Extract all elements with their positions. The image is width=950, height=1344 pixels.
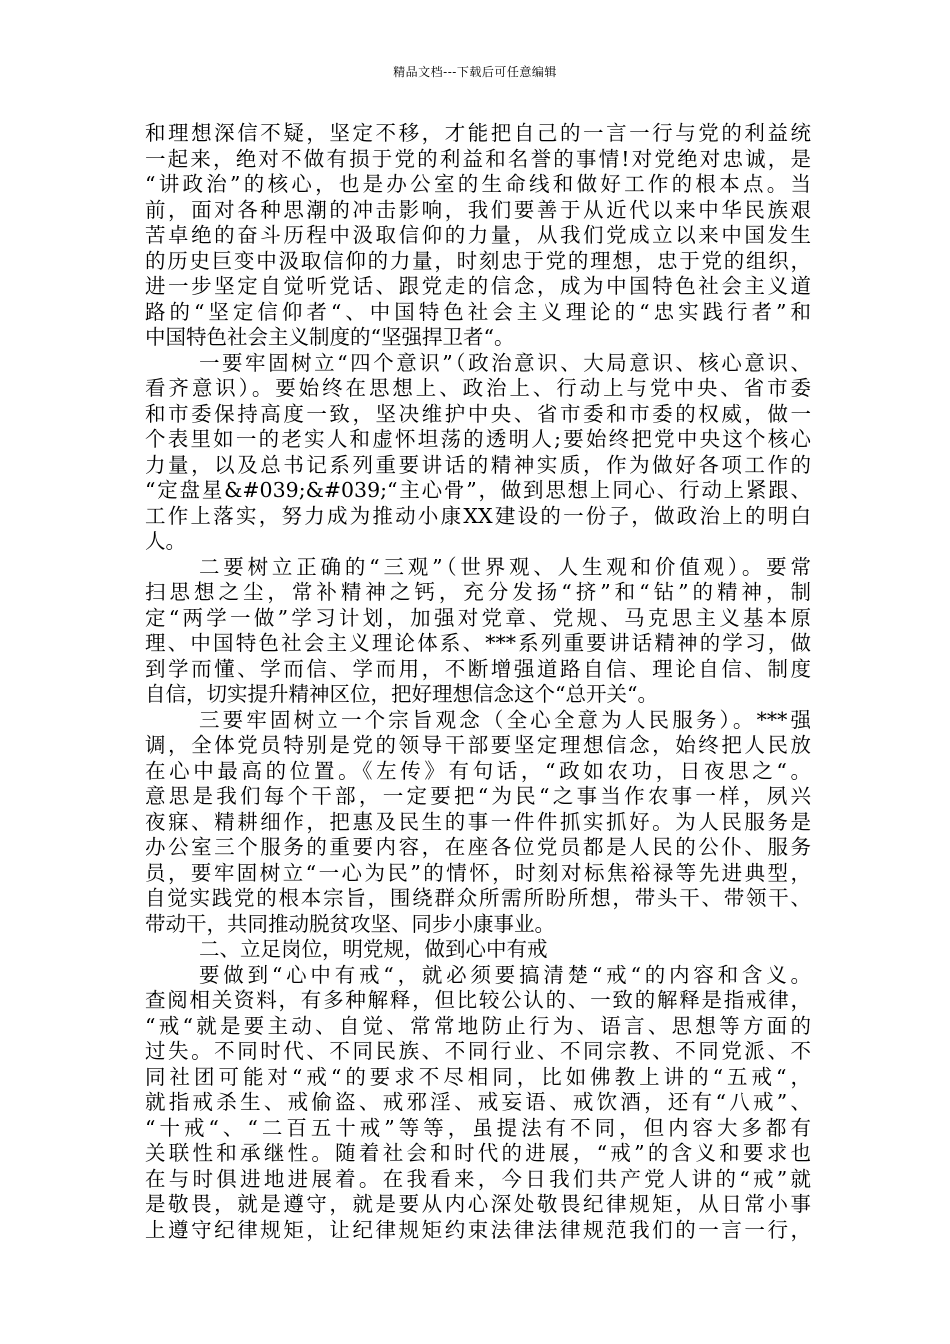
document-body: [145, 121, 811, 1243]
text-line: 人。: [145, 529, 186, 553]
text-line: 个表里如一的老实人和虚怀坦荡的透明人;要始终把党中央这个核心: [145, 427, 811, 451]
text-line: 意思是我们每个干部，一定要把“为民“之事当作农事一样，夙兴: [145, 784, 811, 808]
text-line: 力量，以及总书记系列重要讲话的精神实质，作为做好各项工作的: [145, 452, 811, 477]
text-line: 查阅相关资料，有多种解释，但比较公认的、一致的解释是指戒律，: [145, 988, 811, 1012]
text-line: 自觉实践党的根本宗旨，围绕群众所需所盼所想，带头干、带领干、: [145, 886, 811, 910]
text-line: 工作上落实，努力成为推动小康XX建设的一份子，做政治上的明白: [145, 503, 811, 528]
text-line: 在心中最高的位置。《左传》有句话，“政如农功，日夜思之“。: [145, 758, 811, 783]
text-line: 二、立足岗位，明党规，做到心中有戒: [199, 937, 548, 961]
text-line: 的历史巨变中汲取信仰的力量，时刻忠于党的理想，忠于党的组织，: [145, 248, 811, 273]
text-line: 路的“坚定信仰者“、中国特色社会主义理论的“忠实践行者”和: [145, 299, 811, 324]
text-line: 定“两学一做”学习计划，加强对党章、党规、马克思主义基本原: [145, 605, 811, 630]
text-line: 同社团可能对“戒“的要求不尽相同，比如佛教上讲的“五戒“，: [145, 1064, 811, 1089]
text-line: 理、中国特色社会主义理论体系、***系列重要讲话精神的学习，做: [145, 631, 811, 655]
text-line: 和市委保持高度一致，坚决维护中央、省市委和市委的权威，做一: [145, 401, 811, 426]
text-line: 上遵守纪律规矩，让纪律规矩约束法律法律规范我们的一言一行，: [145, 1217, 811, 1242]
text-line: 是敬畏，就是遵守，就是要从内心深处敬畏纪律规矩，从日常小事: [145, 1192, 811, 1216]
text-line: “十戒“、“二百五十戒”等等，虽提法有不同，但内容大多都有: [145, 1115, 811, 1140]
text-line: 二要树立正确的“三观”（世界观、人生观和价值观）。要常: [199, 554, 811, 579]
text-line: 关联性和承继性。随着社会和时代的进展，“戒”的含义和要求也: [145, 1141, 811, 1165]
text-line: 员，要牢固树立“一心为民”的情怀，时刻对标焦裕禄等先进典型，: [145, 860, 811, 885]
text-line: 调，全体党员特别是党的领导干部要坚定理想信念，始终把人民放: [145, 733, 811, 757]
text-line: 办公室三个服务的重要内容，在座各位党员都是人民的公仆、服务: [145, 835, 811, 859]
text-line: 在与时俱进地进展着。在我看来，今日我们共产党人讲的“戒”就: [145, 1166, 811, 1191]
text-line: 三要牢固树立一个宗旨观念（全心全意为人民服务）。***强: [199, 707, 811, 732]
text-line: 看齐意识）。要始终在思想上、政治上、行动上与党中央、省市委: [145, 376, 811, 400]
text-line: 要做到“心中有戒“，就必须要搞清楚“戒“的内容和含义。: [199, 962, 811, 987]
text-line: 扫思想之尘，常补精神之钙，充分发扬“挤”和“钻”的精神，制: [145, 580, 811, 604]
text-line: 过失。不同时代、不同民族、不同行业、不同宗教、不同党派、不: [145, 1039, 811, 1063]
text-line: 到学而懂、学而信、学而用，不断增强道路自信、理论自信、制度: [145, 656, 811, 681]
text-line: 前，面对各种思潮的冲击影响，我们要善于从近代以来中华民族艰: [145, 197, 811, 222]
text-line: 中国特色社会主义制度的“坚强捍卫者“。: [145, 325, 515, 349]
text-line: 和理想深信不疑，坚定不移，才能把自己的一言一行与党的利益统: [145, 121, 811, 145]
text-line: 就指戒杀生、戒偷盗、戒邪淫、戒妄语、戒饮酒，还有“八戒”、: [145, 1090, 811, 1114]
text-line: “定盘星&#039;&#039;“主心骨”，做到思想上同心、行动上紧跟、: [145, 478, 811, 502]
text-line: “戒“就是要主动、自觉、常常地防止行为、语言、思想等方面的: [145, 1013, 811, 1038]
text-line: 自信，切实提升精神区位，把好理想信念这个“总开关“。: [145, 682, 658, 706]
text-line: 进一步坚定自觉听党话、跟党走的信念，成为中国特色社会主义道: [145, 274, 811, 298]
text-line: 夜寐、精耕细作，把惠及民生的事一件件抓实抓好。为人民服务是: [145, 809, 811, 834]
text-line: 一要牢固树立“四个意识”（政治意识、大局意识、核心意识、: [199, 350, 811, 375]
text-line: 带动干，共同推动脱贫攻坚、同步小康事业。: [145, 911, 555, 936]
text-line: 苦卓绝的奋斗历程中汲取信仰的力量，从我们党成立以来中国发生: [145, 223, 811, 247]
page-header: 精品文档---下载后可任意编辑: [393, 65, 557, 79]
text-line: “讲政治”的核心，也是办公室的生命线和做好工作的根本点。当: [145, 172, 811, 196]
text-line: 一起来，绝对不做有损于党的利益和名誉的事情!对党绝对忠诚，是: [145, 146, 811, 171]
